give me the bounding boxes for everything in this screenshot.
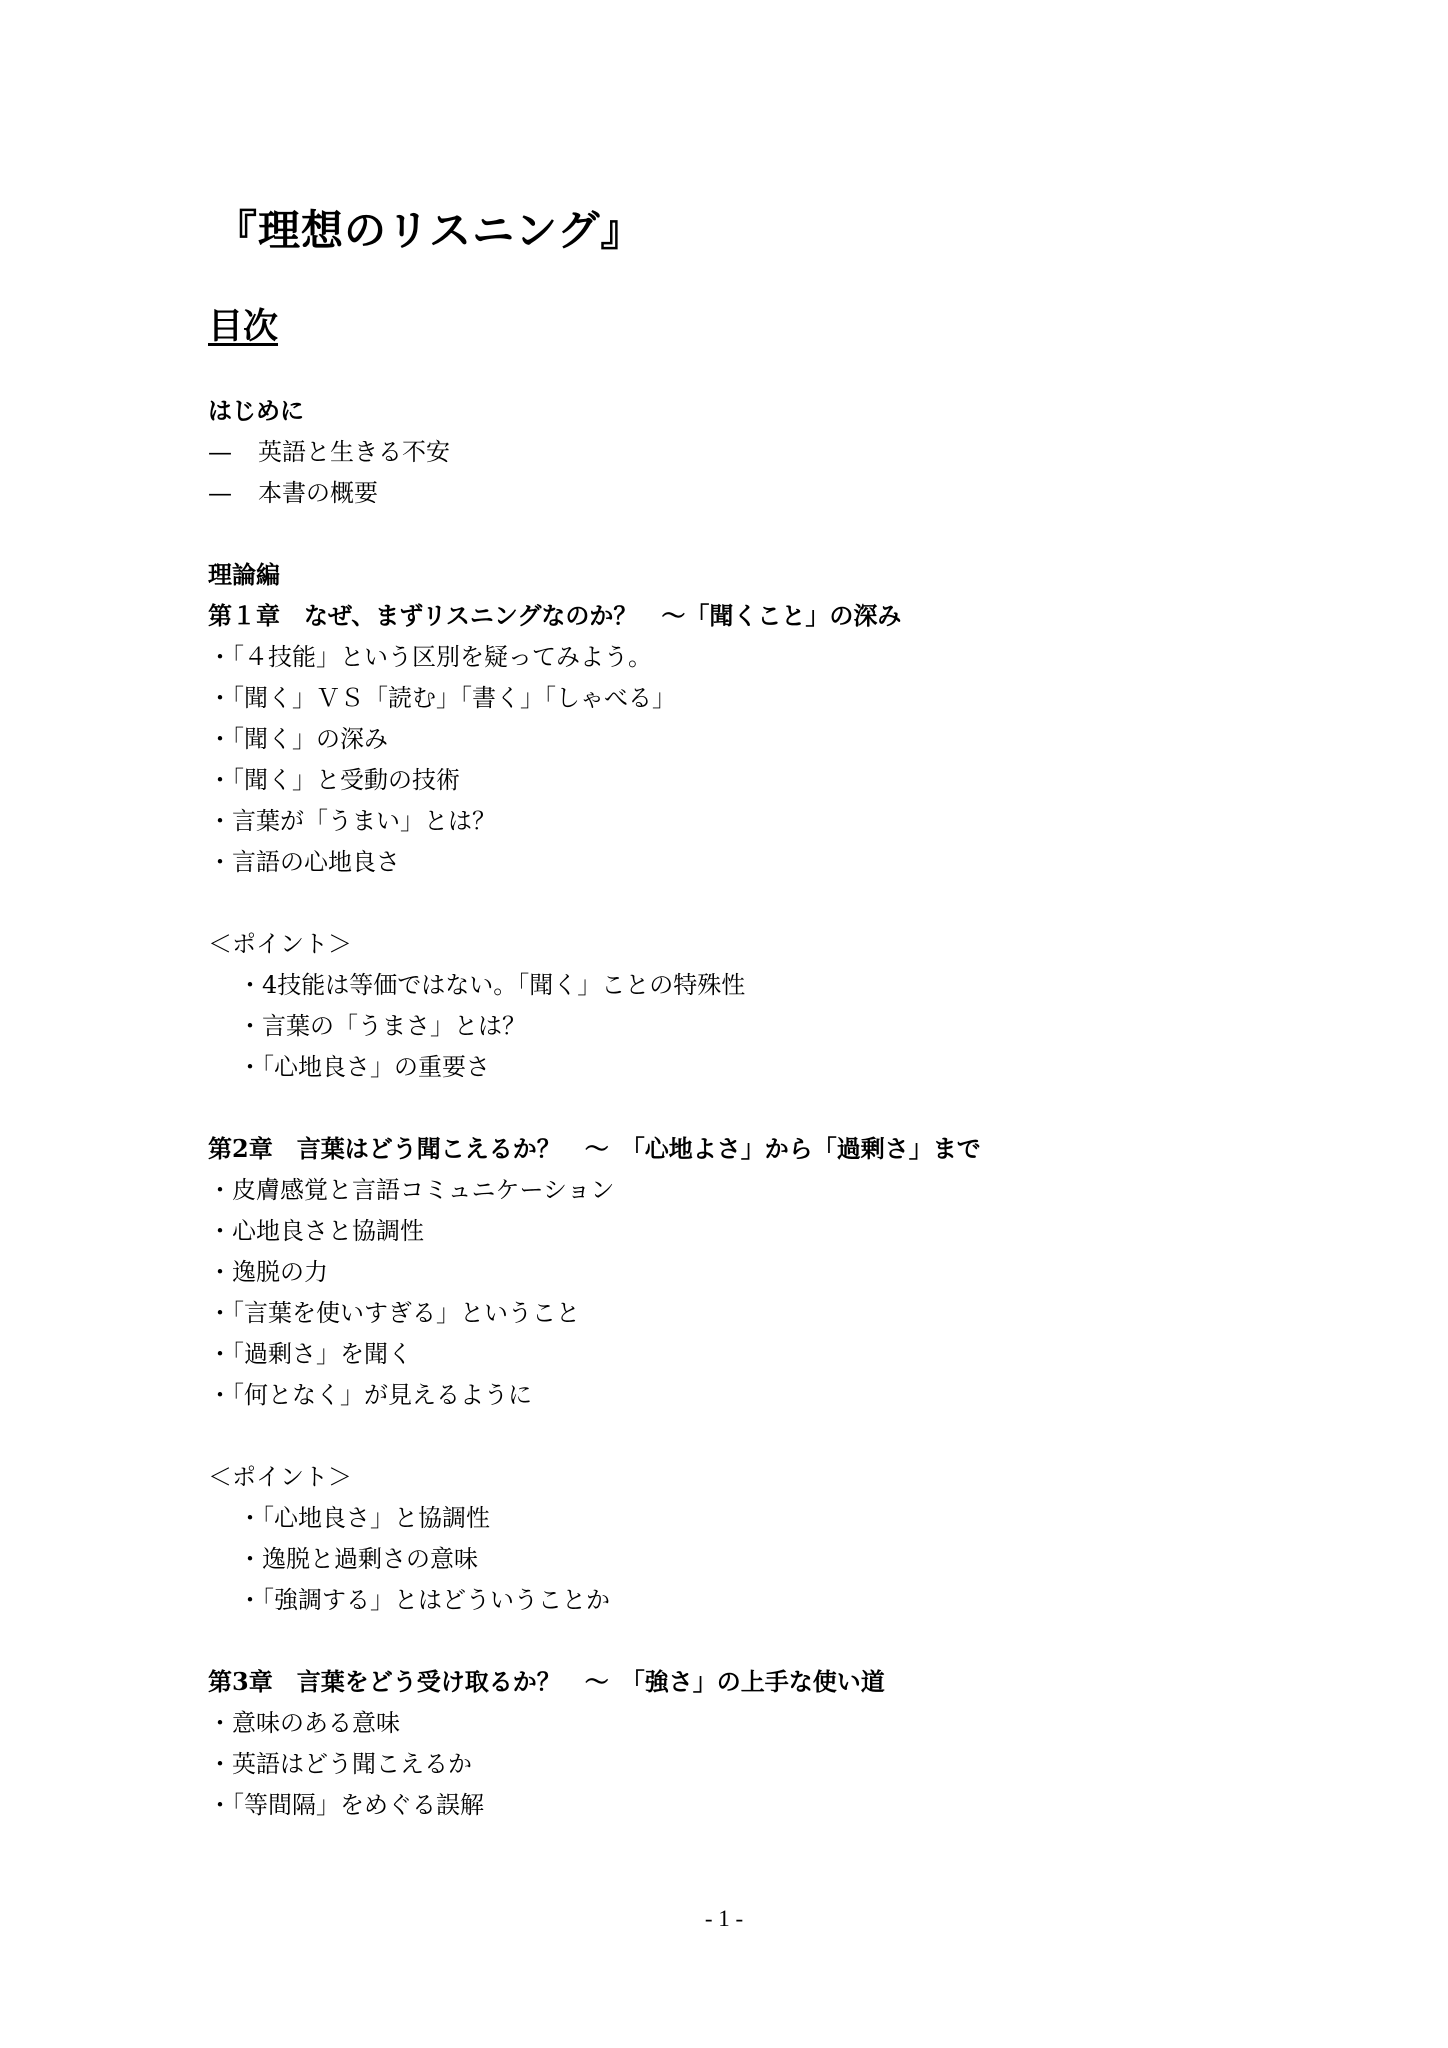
page-number: - 1 -: [704, 1906, 744, 1931]
chapter-1-item: ・「聞く」の深み: [208, 725, 388, 753]
chapter-1-point: ・言葉の「うまさ」とは？: [238, 1012, 526, 1040]
chapter-1-item: ・言語の心地良さ: [208, 848, 400, 876]
chapter-1-item: ・「４技能」という区別を疑ってみよう。: [208, 643, 652, 671]
intro-item: [208, 437, 450, 467]
chapter-1-point: ・「心地良さ」の重要さ: [238, 1053, 490, 1081]
intro-item-label: 英語と生きる不安: [258, 438, 450, 466]
chapter-3-item: ・「等間隔」をめぐる誤解: [208, 1791, 484, 1819]
chapter-2-item: ・「言葉を使いすぎる」ということ: [208, 1299, 580, 1327]
chapter-2-point: ・「強調する」とはどういうことか: [238, 1586, 610, 1614]
chapter-2-item: ・「過剰さ」を聞く: [208, 1340, 412, 1368]
chapter-1-point: ・4技能は等価ではない。「聞く」ことの特殊性: [238, 971, 746, 999]
chapter-2-item: ・逸脱の力: [208, 1258, 328, 1286]
chapter-2-item: ・「何となく」が見えるように: [208, 1381, 532, 1409]
intro-heading: はじめに: [208, 396, 304, 425]
dash-mark: —: [208, 438, 232, 466]
chapter-2-item: ・皮膚感覚と言語コミュニケーション: [208, 1176, 615, 1204]
intro-item-label: 本書の概要: [258, 479, 378, 507]
chapter-3-item: ・意味のある意味: [208, 1709, 400, 1737]
chapter-1-item: ・「聞く」ＶＳ「読む」「書く」「しゃべる」: [208, 684, 676, 712]
chapter-2-point: ・逸脱と過剰さの意味: [238, 1545, 478, 1573]
chapter-3-title: 第3章 言葉をどう受け取るか？ ～ 「強さ」の上手な使い道: [208, 1667, 885, 1696]
chapter-2-title: 第2章 言葉はどう聞こえるか？ ～ 「心地よさ」から「過剰さ」まで: [208, 1134, 981, 1163]
toc-heading: 目次: [208, 306, 279, 347]
chapter-1-item: ・言葉が「うまい」とは？: [208, 807, 496, 835]
chapter-2-point-label: ＜ポイント＞: [208, 1463, 352, 1491]
chapter-2-point: ・「心地良さ」と協調性: [238, 1504, 490, 1532]
chapter-1-point-label: ＜ポイント＞: [208, 930, 352, 958]
chapter-1-item: ・「聞く」と受動の技術: [208, 766, 460, 794]
chapter-3-item: ・英語はどう聞こえるか: [208, 1750, 472, 1778]
document-title: 『理想のリスニング』: [215, 206, 644, 255]
part-heading: 理論編: [208, 560, 280, 589]
dash-mark: —: [208, 479, 232, 507]
chapter-2-item: ・心地良さと協調性: [208, 1217, 424, 1245]
chapter-1-title: 第１章 なぜ、まずリスニングなのか？ ～「聞くこと」の深み: [208, 601, 902, 630]
intro-item: [208, 478, 378, 508]
